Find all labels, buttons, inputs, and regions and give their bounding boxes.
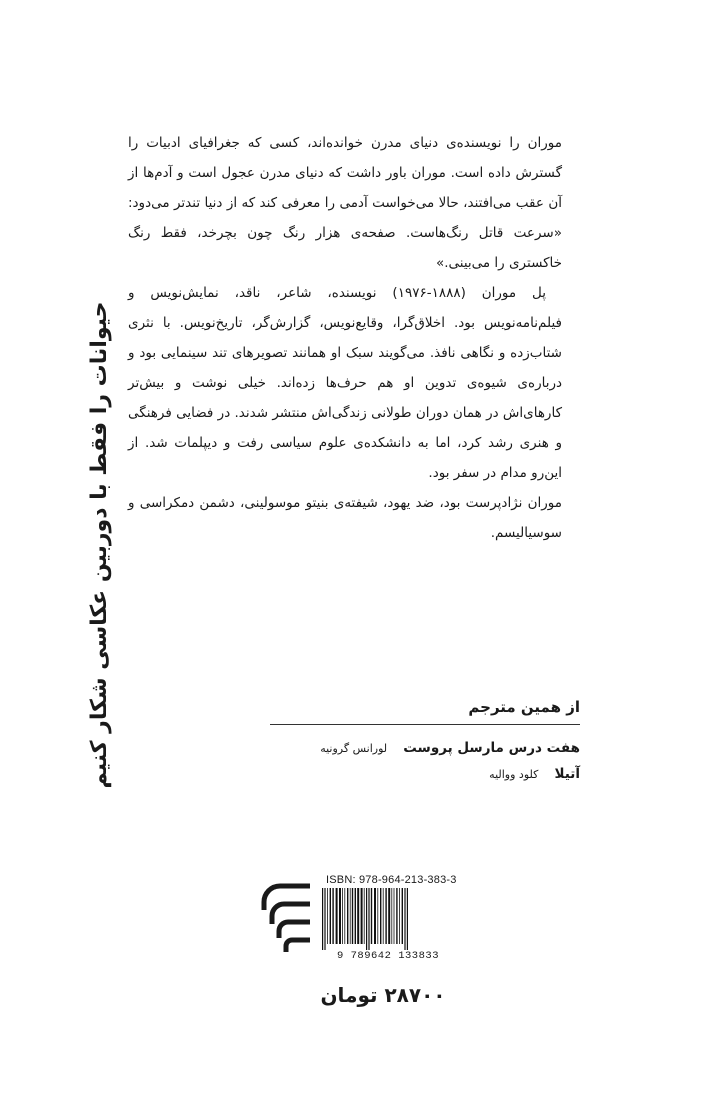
barcode-bar xyxy=(324,888,325,950)
publisher-logo-icon xyxy=(258,880,320,958)
barcode-bar xyxy=(380,888,381,944)
barcode-bar xyxy=(357,888,359,944)
barcode-bar xyxy=(327,888,328,944)
barcode-bar xyxy=(371,888,372,944)
barcode-bar xyxy=(322,888,323,950)
barcode-bar xyxy=(391,888,392,944)
barcode-bar xyxy=(350,888,351,944)
barcode-bar xyxy=(385,888,386,944)
heading-divider xyxy=(270,724,580,725)
barcode-bar xyxy=(344,888,345,944)
spine-book-title: حیوانات را فقط با دوربین عکاسی شکار کنیم xyxy=(87,301,112,789)
barcode-bar xyxy=(394,888,395,944)
barcode-bar xyxy=(388,888,390,944)
price-label: ۲۸۷۰۰ تومان xyxy=(320,983,446,1007)
book-author: کلود وواليه xyxy=(489,768,539,781)
book-list-item xyxy=(280,740,580,756)
barcode-bar xyxy=(402,888,403,944)
back-cover-description xyxy=(128,128,562,548)
barcode-bar xyxy=(374,888,376,944)
barcode-bar xyxy=(396,888,397,944)
barcode-bar xyxy=(336,888,338,944)
barcode-bar xyxy=(364,888,365,944)
barcode-bar xyxy=(399,888,400,944)
barcode-bar xyxy=(330,888,331,944)
paragraph-biography: پل موران (۱۸۸۸-۱۹۷۶) نویسنده، شاعر، ناقد، نمایش‌نویس و فیلم‌نامه‌نویس بود. اخلاق‌گرا، وقایع‌نویس، گزارش‌گر، تاریخ‌نویس. با نثری شتاب‌زده و نگاهی نافذ. می‌گویند سبک او همانند تصویرهای تند سینمایی بود و درباره‌ی شیوه‌ی تدوین او هم حرف‌ها زده‌اند. خیلی نوشت و بیش‌تر کارهای‌اش در همان دوران طولانی زندگی‌اش منتشر شدند. در فضایی فرهنگی و هنری رشد کرد، اما به دانشکده‌ی علوم سیاسی رفت و دیپلمات شد. از این‌رو مدام در سفر بود. xyxy=(128,285,562,481)
book-title: هفت درس مارسل پروست xyxy=(403,740,580,756)
barcode-bar xyxy=(383,888,384,944)
isbn-label: ISBN: 978-964-213-383-3 xyxy=(326,874,457,886)
paragraph-intro: موران را نویسنده‌ی دنیای مدرن خوانده‌اند، کسی که جغرافیای ادبیات را گسترش داده است. موران باور داشت که دنیای مدرن عجول است و آدم‌ها از آن عقب می‌افتند، حالا می‌خواست آدمی را معرفی کند که از دنیا تندتر می‌دود: «سرعت قاتل رنگ‌هاست. صفحه‌ی هزار رنگ چون بچرخد، فقط رنگ خاکستری را می‌بینی.» xyxy=(128,135,562,271)
barcode-bar xyxy=(352,888,353,944)
barcode-bar xyxy=(342,888,343,944)
barcode-bar xyxy=(404,888,405,950)
barcode-bar xyxy=(339,888,341,944)
same-translator-heading: از همین مترجم xyxy=(468,698,580,716)
book-title: آتیلا xyxy=(554,766,580,782)
barcode-bar xyxy=(377,888,378,944)
barcode-bar xyxy=(368,888,369,950)
barcode-bar xyxy=(332,888,333,944)
barcode-bar xyxy=(407,888,408,950)
barcode-digits: 9 789642 133833 xyxy=(336,950,439,962)
book-author: لورانس گرونیه xyxy=(320,742,388,755)
barcode-bar xyxy=(361,888,363,944)
book-list-item xyxy=(280,766,580,782)
paragraph-politics: موران نژادپرست بود، ضد یهود، شیفته‌ی بنیتو موسولینی، دشمن دمکراسی و سوسیالیسم. xyxy=(128,495,562,541)
barcode xyxy=(320,888,456,950)
barcode-bar xyxy=(355,888,356,944)
barcode-bar xyxy=(366,888,367,950)
barcode-bar xyxy=(347,888,348,944)
